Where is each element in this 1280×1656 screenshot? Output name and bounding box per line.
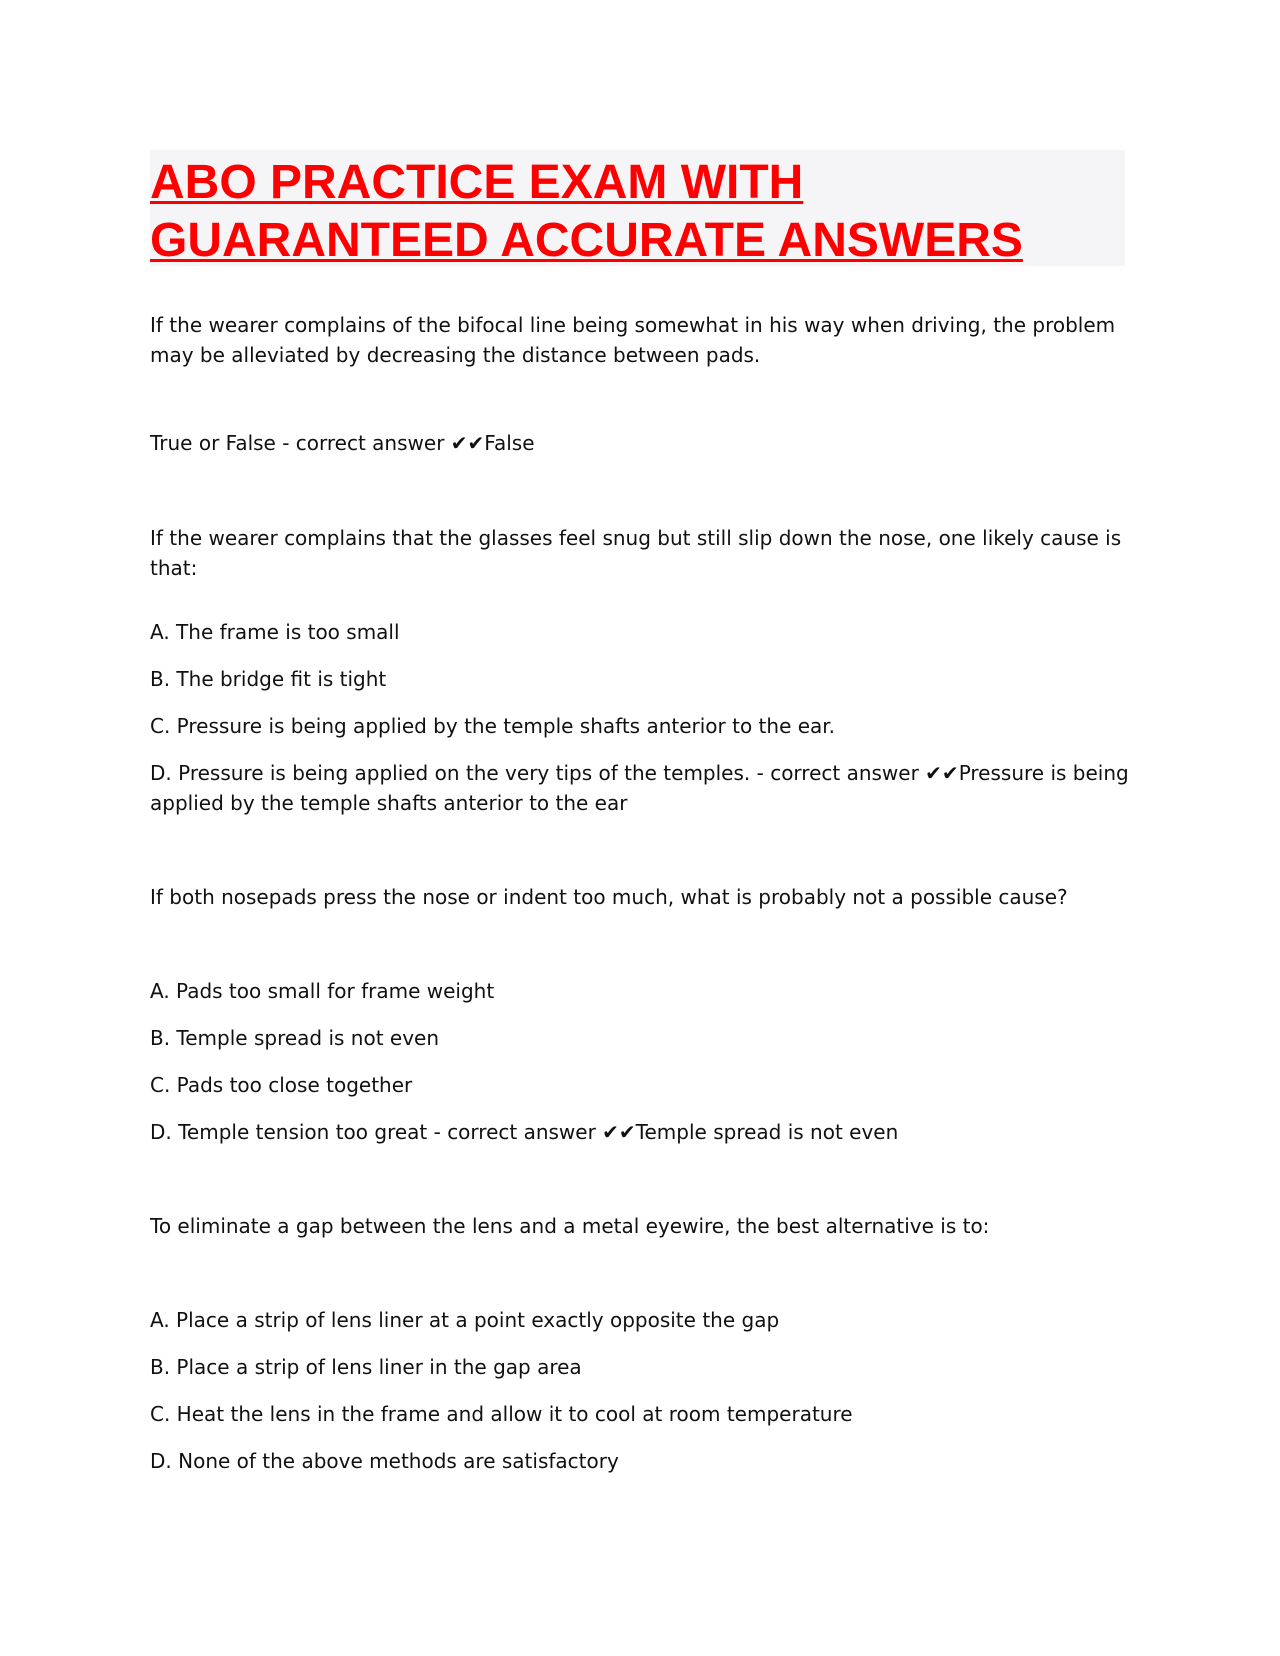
question-4-option-b: B. Place a strip of lens liner in the gap area bbox=[150, 1355, 582, 1379]
question-3-text: If both nosepads press the nose or indent too much, what is probably not a possible cause? bbox=[150, 885, 1068, 909]
question-2-option-b: B. The bridge fit is tight bbox=[150, 667, 387, 691]
question-1-answer: True or False - correct answer ✔✔False bbox=[150, 431, 535, 455]
question-2-option-d-answer: D. Pressure is being applied on the very tips of the temples. - correct answer ✔✔Pressure is being applied by the temple shafts anterior to the ear bbox=[150, 761, 1129, 815]
document-title: ABO PRACTICE EXAM WITH GUARANTEED ACCURATE ANSWERS bbox=[150, 156, 1023, 267]
question-3-option-c: C. Pads too close together bbox=[150, 1073, 413, 1097]
question-3-option-a: A. Pads too small for frame weight bbox=[150, 979, 495, 1003]
question-3-option-d-answer: D. Temple tension too great - correct answer ✔✔Temple spread is not even bbox=[150, 1120, 899, 1144]
question-4-option-a: A. Place a strip of lens liner at a point exactly opposite the gap bbox=[150, 1308, 780, 1332]
title-banner bbox=[150, 150, 1125, 266]
question-2-option-a: A. The frame is too small bbox=[150, 620, 400, 644]
question-4-text: To eliminate a gap between the lens and a metal eyewire, the best alternative is to: bbox=[150, 1214, 990, 1238]
document-page bbox=[150, 150, 1130, 1473]
question-4-option-c: C. Heat the lens in the frame and allow it to cool at room temperature bbox=[150, 1402, 853, 1426]
question-3-option-b: B. Temple spread is not even bbox=[150, 1026, 440, 1050]
question-2-option-c: C. Pressure is being applied by the temple shafts anterior to the ear. bbox=[150, 714, 836, 738]
question-4-option-d: D. None of the above methods are satisfactory bbox=[150, 1449, 619, 1473]
question-2-text: If the wearer complains that the glasses feel snug but still slip down the nose, one likely cause is that: bbox=[150, 526, 1122, 580]
question-1-text: If the wearer complains of the bifocal line being somewhat in his way when driving, the problem may be alleviated by decreasing the distance between pads. bbox=[150, 313, 1116, 367]
